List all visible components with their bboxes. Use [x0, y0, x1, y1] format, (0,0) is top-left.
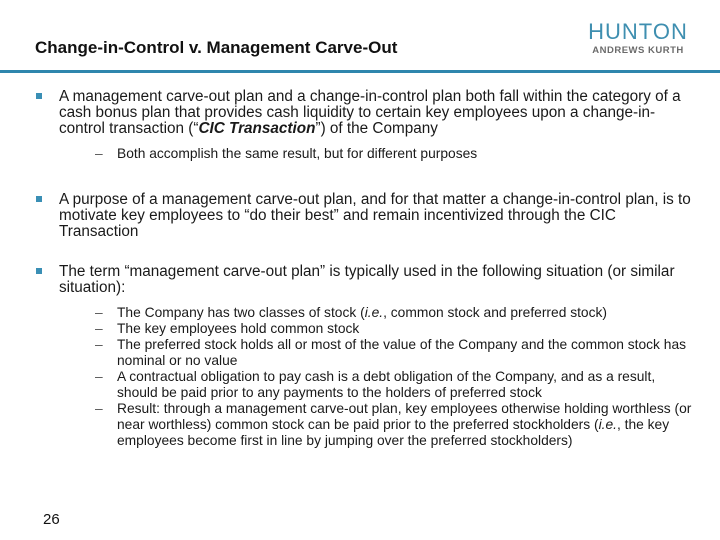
bullet-1-subitems [59, 146, 696, 162]
dash-icon: – [95, 305, 103, 320]
dash-icon: – [95, 321, 103, 336]
sub-item [59, 401, 696, 449]
dash-icon: – [95, 146, 103, 161]
dash-icon: – [95, 369, 103, 384]
sub-item [59, 369, 696, 401]
bullet-2-text: A purpose of a management carve-out plan, and for that matter a change-in-control plan, is to motivate key employees to “do their best” and remain incentivized through the CIC Transaction [59, 191, 691, 240]
bullet-square-icon [36, 196, 42, 202]
bullet-3 [36, 264, 696, 449]
bullet-1 [36, 89, 696, 162]
firm-logo [586, 20, 690, 56]
sub-item-text-after: , common stock and preferred stock) [383, 305, 607, 320]
bullet-square-icon [36, 268, 42, 274]
sub-item [59, 321, 696, 337]
sub-item-text: The preferred stock holds all or most of the value of the Company and the common stock has nominal or no value [117, 337, 687, 368]
logo-name-bottom: ANDREWS KURTH [592, 45, 684, 56]
slide-body [36, 89, 696, 457]
sub-item [59, 305, 696, 321]
bullet-1-text-after: ”) of the Company [315, 120, 438, 137]
sub-item [59, 337, 696, 369]
slide-title: Change-in-Control v. Management Carve-Out [35, 38, 398, 57]
page-number: 26 [43, 511, 60, 528]
sub-item-text-after: , the key employees become first in line by jumping over the preferred stockholders) [117, 417, 670, 448]
bullet-3-subitems [59, 305, 696, 449]
sub-item-text-before: The Company has two classes of stock ( [117, 305, 365, 320]
sub-item-text: A contractual obligation to pay cash is a debt obligation of the Company, and as a result, should be paid prior to any payments to the holders of preferred stock [117, 369, 656, 400]
logo-name-top: HUNTON [588, 19, 688, 44]
dash-icon: – [95, 401, 103, 416]
sub-item-text-before: Result: through a management carve-out plan, key employees otherwise holding worthless (or near worthless) common stock can be paid prior to the preferred stockholders ( [117, 401, 692, 432]
sub-item-emphasis: i.e. [364, 305, 384, 320]
bullet-1-text-before: A management carve-out plan and a change-in-control plan both fall within the category of a cash bonus plan that provides cash liquidity to certain key employees upon a change-in-control transaction (“ [59, 88, 681, 137]
sub-item-text: The key employees hold common stock [117, 321, 360, 336]
header-divider [0, 70, 720, 73]
bullet-3-text: The term “management carve-out plan” is typically used in the following situation (or similar situation): [59, 263, 675, 296]
sub-item-text: Both accomplish the same result, but for different purposes [117, 146, 478, 161]
sub-item-emphasis: i.e. [598, 417, 617, 432]
dash-icon: – [95, 337, 103, 352]
sub-item [59, 146, 696, 162]
bullet-square-icon [36, 93, 42, 99]
bullet-2 [36, 192, 696, 240]
bullet-1-defined-term: CIC Transaction [198, 120, 316, 137]
